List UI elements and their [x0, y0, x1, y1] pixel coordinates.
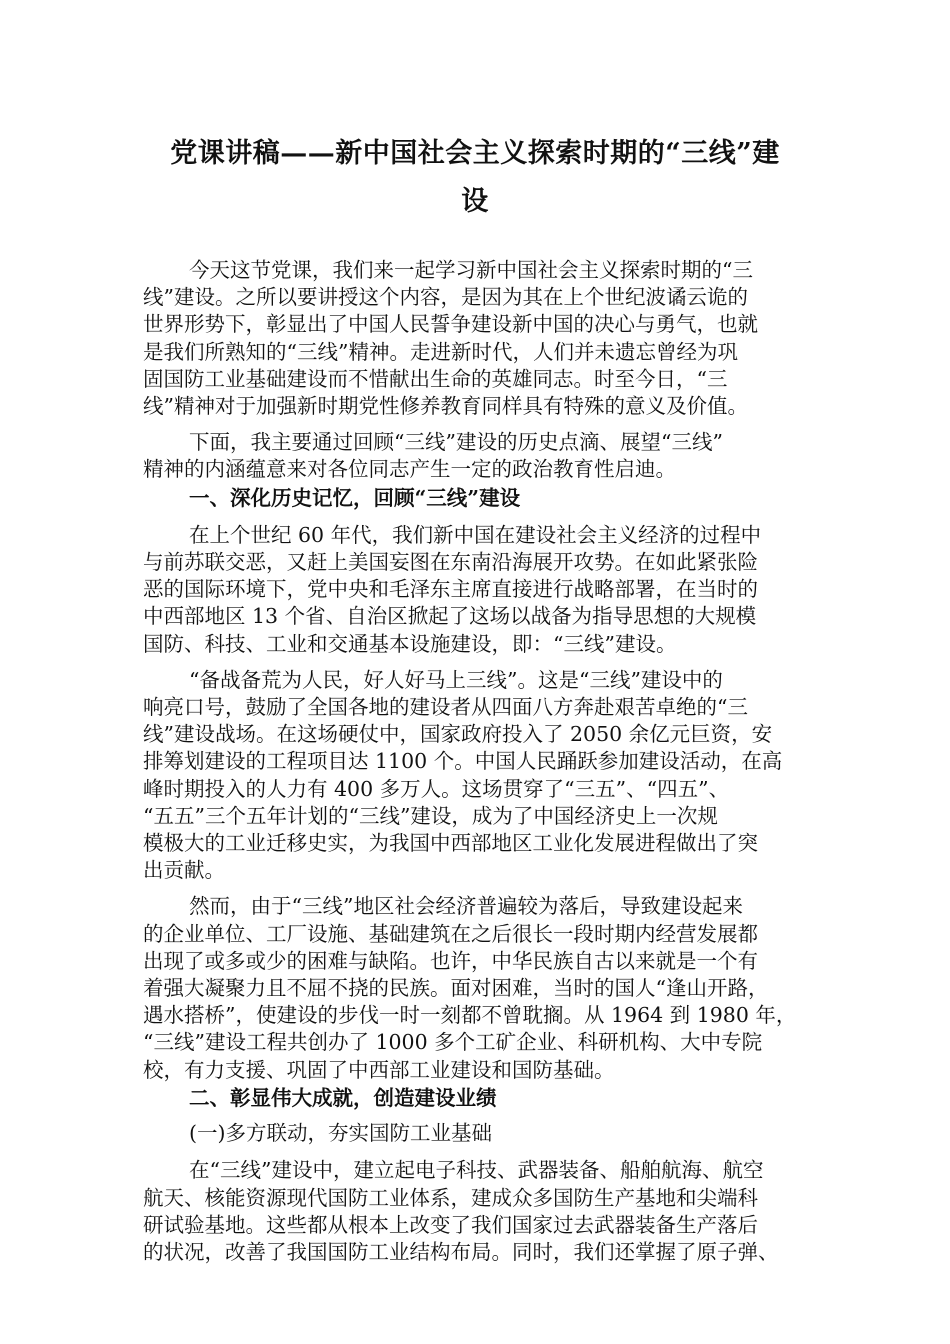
text-line: 在“三线”建设中，建立起电子科技、武器装备、船舶航海、航空: [189, 1158, 764, 1183]
text-line: 模极大的工业迁移史实，为我国中西部地区工业化发展进程做出了突: [143, 831, 758, 856]
title-line: 设: [461, 186, 489, 217]
paragraph-overview: [143, 429, 808, 483]
text-line: 校，有力支援、巩固了中西部工业建设和国防基础。: [143, 1057, 615, 1082]
text-line: 在上个世纪 60 年代，我们新中国在建设社会主义经济的过程中: [189, 522, 762, 547]
text-line: 中西部地区 13 个省、自治区掀起了这场以战备为指导思想的大规模: [143, 604, 757, 629]
text-line: 今天这节党课，我们来一起学习新中国社会主义探索时期的“三: [189, 258, 753, 282]
text-line: 研试验基地。这些都从根本上改变了我们国家过去武器装备生产落后: [143, 1212, 758, 1237]
text-line: 航天、核能资源现代国防工业体系，建成众多国防生产基地和尖端科: [143, 1185, 758, 1210]
document-title: [140, 130, 810, 226]
text-line: 恶的国际环境下，党中央和毛泽东主席直接进行战略部署，在当时的: [143, 577, 758, 602]
text-line: 精神的内涵蕴意来对各位同志产生一定的政治教育性启迪。: [143, 457, 676, 482]
text-line: “三线”建设工程共创办了 1000 多个工矿企业、科研机构、大中专院: [143, 1030, 763, 1055]
section-heading-2: 二、彰显伟大成就，创造建设业绩: [189, 1085, 497, 1110]
text-line: 与前苏联交恶，又赶上美国妄图在东南沿海展开攻势。在如此紧张险: [143, 550, 758, 575]
text-line: 排筹划建设的工程项目达 1100 个。中国人民踊跃参加建设活动，在高: [143, 749, 783, 774]
text-line: 出贡献。: [143, 858, 225, 883]
text-line: 的企业单位、工厂设施、基础建筑在之后很长一段时期内经营发展都: [143, 921, 758, 946]
text-line: 峰时期投入的人力有 400 多万人。这场贯穿了“三五”、“四五”、: [143, 776, 730, 801]
text-line: 着强大凝聚力且不屈不挠的民族。面对困难，当时的国人“逢山开路，: [143, 976, 769, 1001]
paragraph-intro: [143, 257, 808, 420]
document-body: [143, 257, 808, 1275]
text-line: 世界形势下，彰显出了中国人民誓争建设新中国的决心与勇气，也就: [143, 312, 758, 337]
text-line: 的状况，改善了我国国防工业结构布局。同时，我们还掌握了原子弹、: [143, 1239, 779, 1264]
text-line: 响亮口号，鼓励了全国各地的建设者从四面八方奔赴艰苦卓绝的“三: [143, 695, 748, 720]
text-line: 遇水搭桥”，使建设的步伐一时一刻都不曾耽搁。从 1964 到 1980 年，: [143, 1003, 797, 1028]
paragraph-history: [143, 522, 808, 658]
subsection-heading: (一)多方联动，夯实国防工业基础: [189, 1121, 492, 1146]
text-line: 出现了或多或少的困难与缺陷。也许，中华民族自古以来就是一个有: [143, 948, 758, 973]
text-line: 线”建设战场。在这场硬仗中，国家政府投入了 2050 余亿元巨资，安: [143, 722, 773, 747]
text-line: 国防、科技、工业和交通基本设施建设，即：“三线”建设。: [143, 631, 677, 656]
text-line: 是我们所熟知的“三线”精神。走进新时代，人们并未遗忘曾经为巩: [143, 339, 738, 364]
text-line: 下面，我主要通过回顾“三线”建设的历史点滴、展望“三线”: [189, 430, 723, 455]
text-line: “五五”三个五年计划的“三线”建设，成为了中国经济史上一次规: [143, 803, 718, 828]
paragraph-slogan: [143, 667, 808, 885]
section-heading-1: 一、深化历史记忆，回顾“三线”建设: [189, 485, 521, 510]
title-line: 党课讲稿——新中国社会主义探索时期的“三线”建: [170, 138, 780, 169]
paragraph-defense: [143, 1157, 808, 1266]
paragraph-difficulties: [143, 893, 808, 1083]
text-line: 线”建设。之所以要讲授这个内容，是因为其在上个世纪波谲云诡的: [143, 285, 748, 310]
text-line: 固国防工业基础建设而不惜献出生命的英雄同志。时至今日，“三: [143, 366, 728, 391]
text-line: “备战备荒为人民，好人好马上三线”。这是“三线”建设中的: [189, 667, 723, 692]
text-line: 线”精神对于加强新时期党性修养教育同样具有特殊的意义及价值。: [143, 394, 748, 419]
text-line: 然而，由于“三线”地区社会经济普遍较为落后，导致建设起来: [189, 894, 743, 919]
